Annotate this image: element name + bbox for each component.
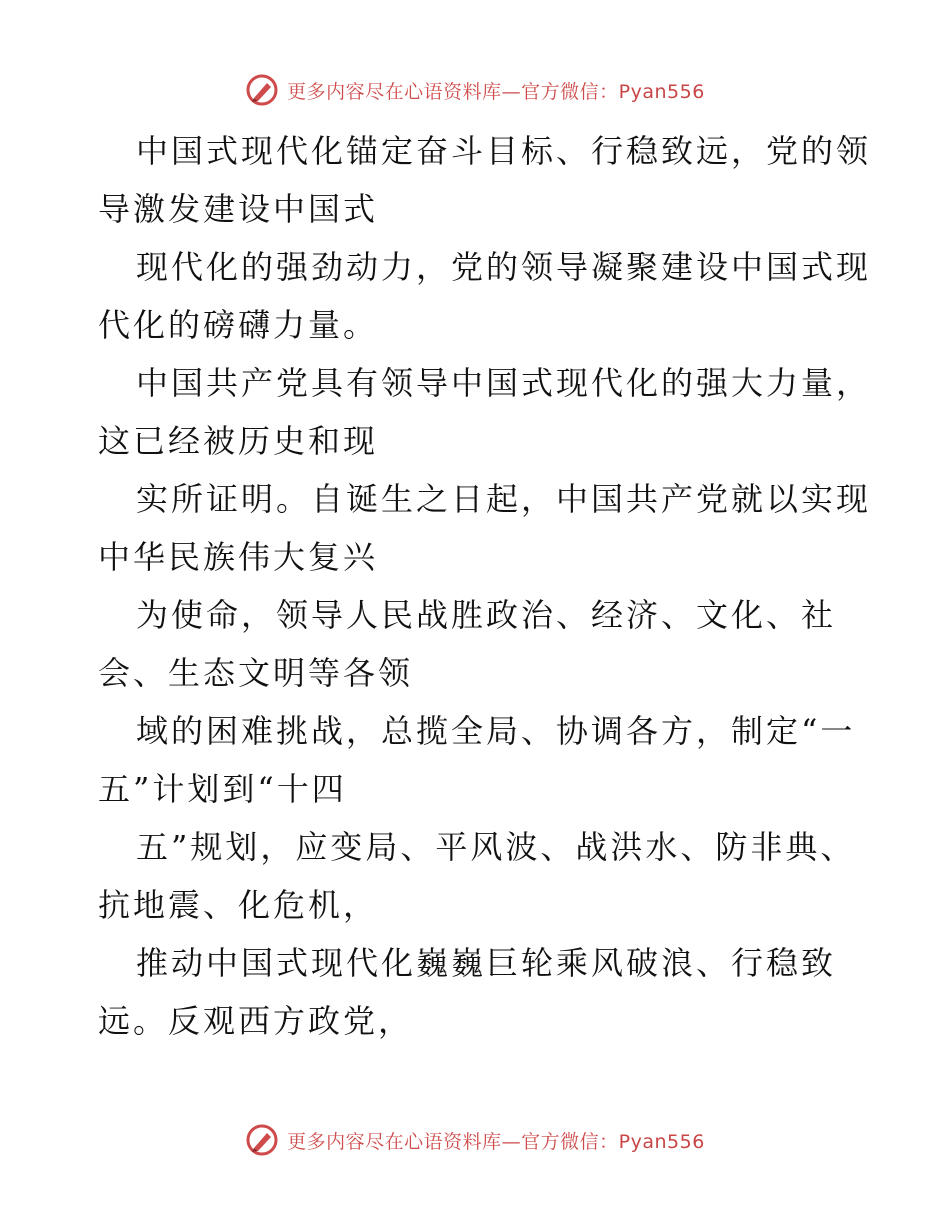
- paragraph-line: 这已经被历史和现: [98, 422, 379, 460]
- watermark-text: 更多内容尽在心语资料库—官方微信：Pyan556: [287, 80, 705, 103]
- paragraph-line: 为使命，领导人民战胜政治、经济、文化、社: [136, 596, 837, 634]
- paragraph-line: 中华民族伟大复兴: [98, 538, 379, 576]
- paragraph-line: 中国共产党具有领导中国式现代化的强大力量，: [136, 364, 872, 402]
- paragraph-line: 推动中国式现代化巍巍巨轮乘风破浪、行稳致: [136, 944, 837, 982]
- paragraph-line: 五”规划，应变局、平风波、战洪水、防非典、: [136, 828, 856, 866]
- pen-logo-icon: [245, 1123, 279, 1157]
- paragraph-line: 现代化的强劲动力，党的领导凝聚建设中国式现: [136, 248, 872, 286]
- paragraph-line: 导激发建设中国式: [98, 190, 379, 228]
- paragraph-line: 实所证明。自诞生之日起，中国共产党就以实现: [136, 480, 872, 518]
- pen-logo-icon: [245, 73, 279, 107]
- paragraph: [98, 354, 872, 470]
- footer-watermark: [0, 1120, 950, 1160]
- paragraph: [98, 470, 872, 586]
- paragraph: [98, 934, 858, 1050]
- paragraph: [98, 702, 858, 818]
- paragraph: [98, 818, 858, 934]
- paragraph-line: 会、生态文明等各领: [98, 654, 414, 692]
- paragraph-line: 远。反观西方政党，: [98, 1002, 414, 1040]
- header-watermark: [0, 70, 950, 110]
- paragraph: [98, 238, 872, 354]
- paragraph-line: 域的困难挑战，总揽全局、协调各方，制定“一: [136, 712, 856, 750]
- paragraph-line: 代化的磅礴力量。: [98, 306, 379, 344]
- watermark-text: 更多内容尽在心语资料库—官方微信：Pyan556: [287, 1130, 705, 1153]
- paragraph: [98, 586, 858, 702]
- paragraph-line: 抗地震、化危机，: [98, 886, 379, 924]
- paragraph-line: 中国式现代化锚定奋斗目标、行稳致远，党的领: [136, 132, 872, 170]
- paragraph: [98, 122, 872, 238]
- paragraph-line: 五”计划到“十四: [98, 770, 347, 808]
- document-body: [98, 122, 872, 1050]
